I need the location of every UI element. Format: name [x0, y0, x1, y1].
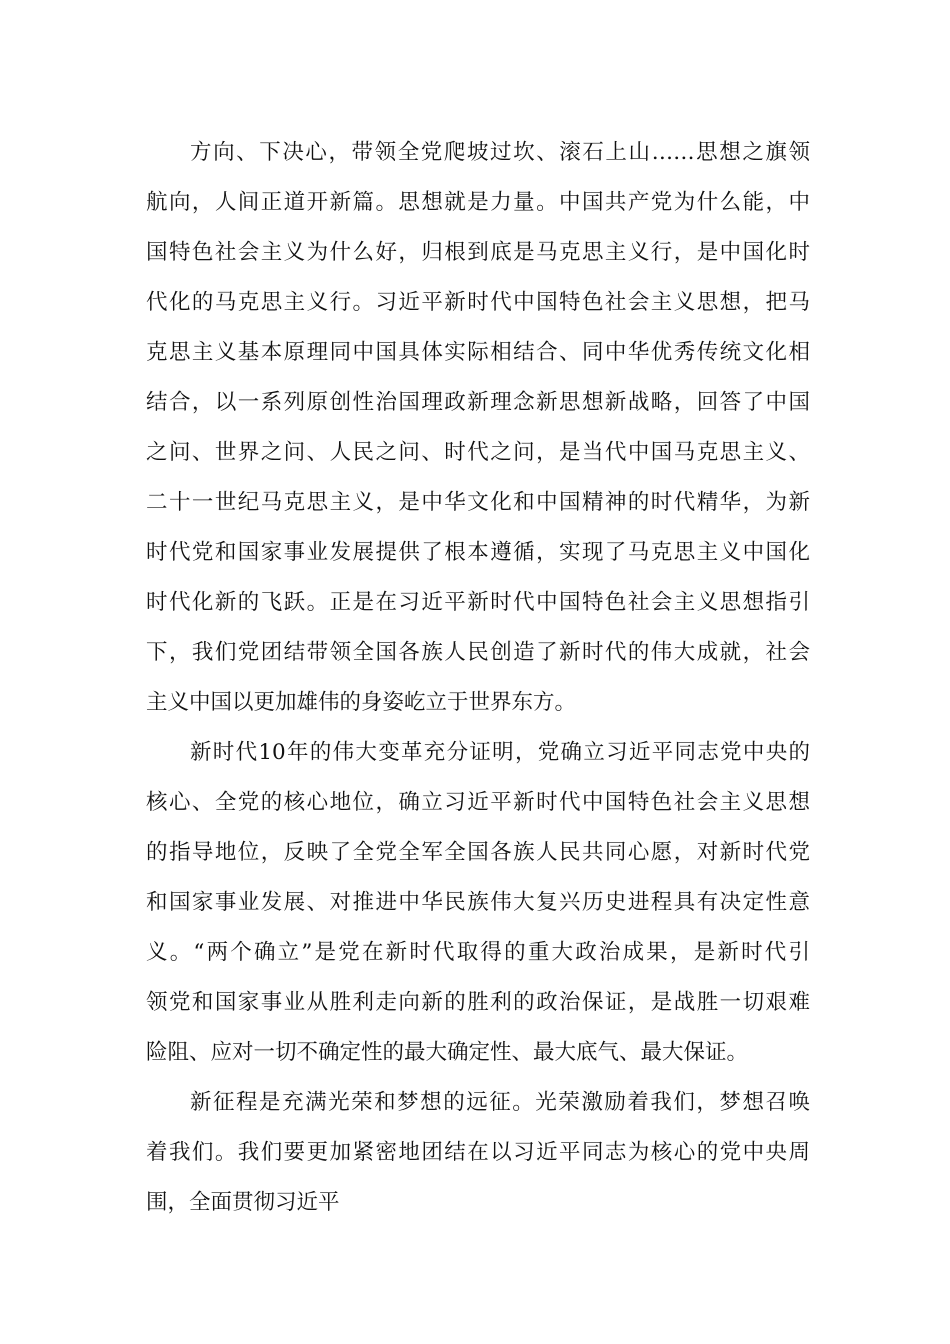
paragraph-2 — [146, 728, 810, 1078]
text-line: 代化的马克思主义行。习近平新时代中国特色社会主义思想，把马 — [146, 290, 810, 315]
text-line: 主义中国以更加雄伟的身姿屹立于世界东方。 — [146, 690, 577, 715]
text-line: 义。“两个确立”是党在新时代取得的重大政治成果，是新时代引 — [146, 940, 810, 965]
text-line: 结合，以一系列原创性治国理政新理念新思想新战略，回答了中国 — [146, 390, 810, 415]
text-line: 核心、全党的核心地位，确立习近平新时代中国特色社会主义思想 — [146, 790, 810, 815]
text-line: 围，全面贯彻习近平 — [146, 1190, 340, 1215]
text-line: 克思主义基本原理同中国具体实际相结合、同中华优秀传统文化相 — [146, 340, 810, 365]
text-line: 航向，人间正道开新篇。思想就是力量。中国共产党为什么能，中 — [146, 190, 810, 215]
text-line: 的指导地位，反映了全党全军全国各族人民共同心愿，对新时代党 — [146, 840, 810, 865]
text-line: 新征程是充满光荣和梦想的远征。光荣激励着我们，梦想召唤 — [190, 1090, 810, 1115]
text-line: 新时代10年的伟大变革充分证明，党确立习近平同志党中央的 — [190, 740, 810, 765]
text-line: 时代化新的飞跃。正是在习近平新时代中国特色社会主义思想指引 — [146, 590, 810, 615]
document-body — [146, 128, 810, 1228]
text-line: 之问、世界之问、人民之问、时代之问，是当代中国马克思主义、 — [146, 440, 810, 465]
text-line: 下，我们党团结带领全国各族人民创造了新时代的伟大成就，社会 — [146, 640, 810, 665]
text-line: 着我们。我们要更加紧密地团结在以习近平同志为核心的党中央周 — [146, 1140, 810, 1165]
text-line: 和国家事业发展、对推进中华民族伟大复兴历史进程具有决定性意 — [146, 890, 810, 915]
text-line: 领党和国家事业从胜利走向新的胜利的政治保证，是战胜一切艰难 — [146, 990, 810, 1015]
paragraph-1 — [146, 128, 810, 728]
paragraph-3 — [146, 1078, 810, 1228]
text-line: 方向、下决心，带领全党爬坡过坎、滚石上山……思想之旗领 — [190, 140, 810, 165]
text-line: 时代党和国家事业发展提供了根本遵循，实现了马克思主义中国化 — [146, 540, 810, 565]
text-line: 二十一世纪马克思主义，是中华文化和中国精神的时代精华，为新 — [146, 490, 810, 515]
text-line: 国特色社会主义为什么好，归根到底是马克思主义行，是中国化时 — [146, 240, 810, 265]
text-line: 险阻、应对一切不确定性的最大确定性、最大底气、最大保证。 — [146, 1040, 749, 1065]
